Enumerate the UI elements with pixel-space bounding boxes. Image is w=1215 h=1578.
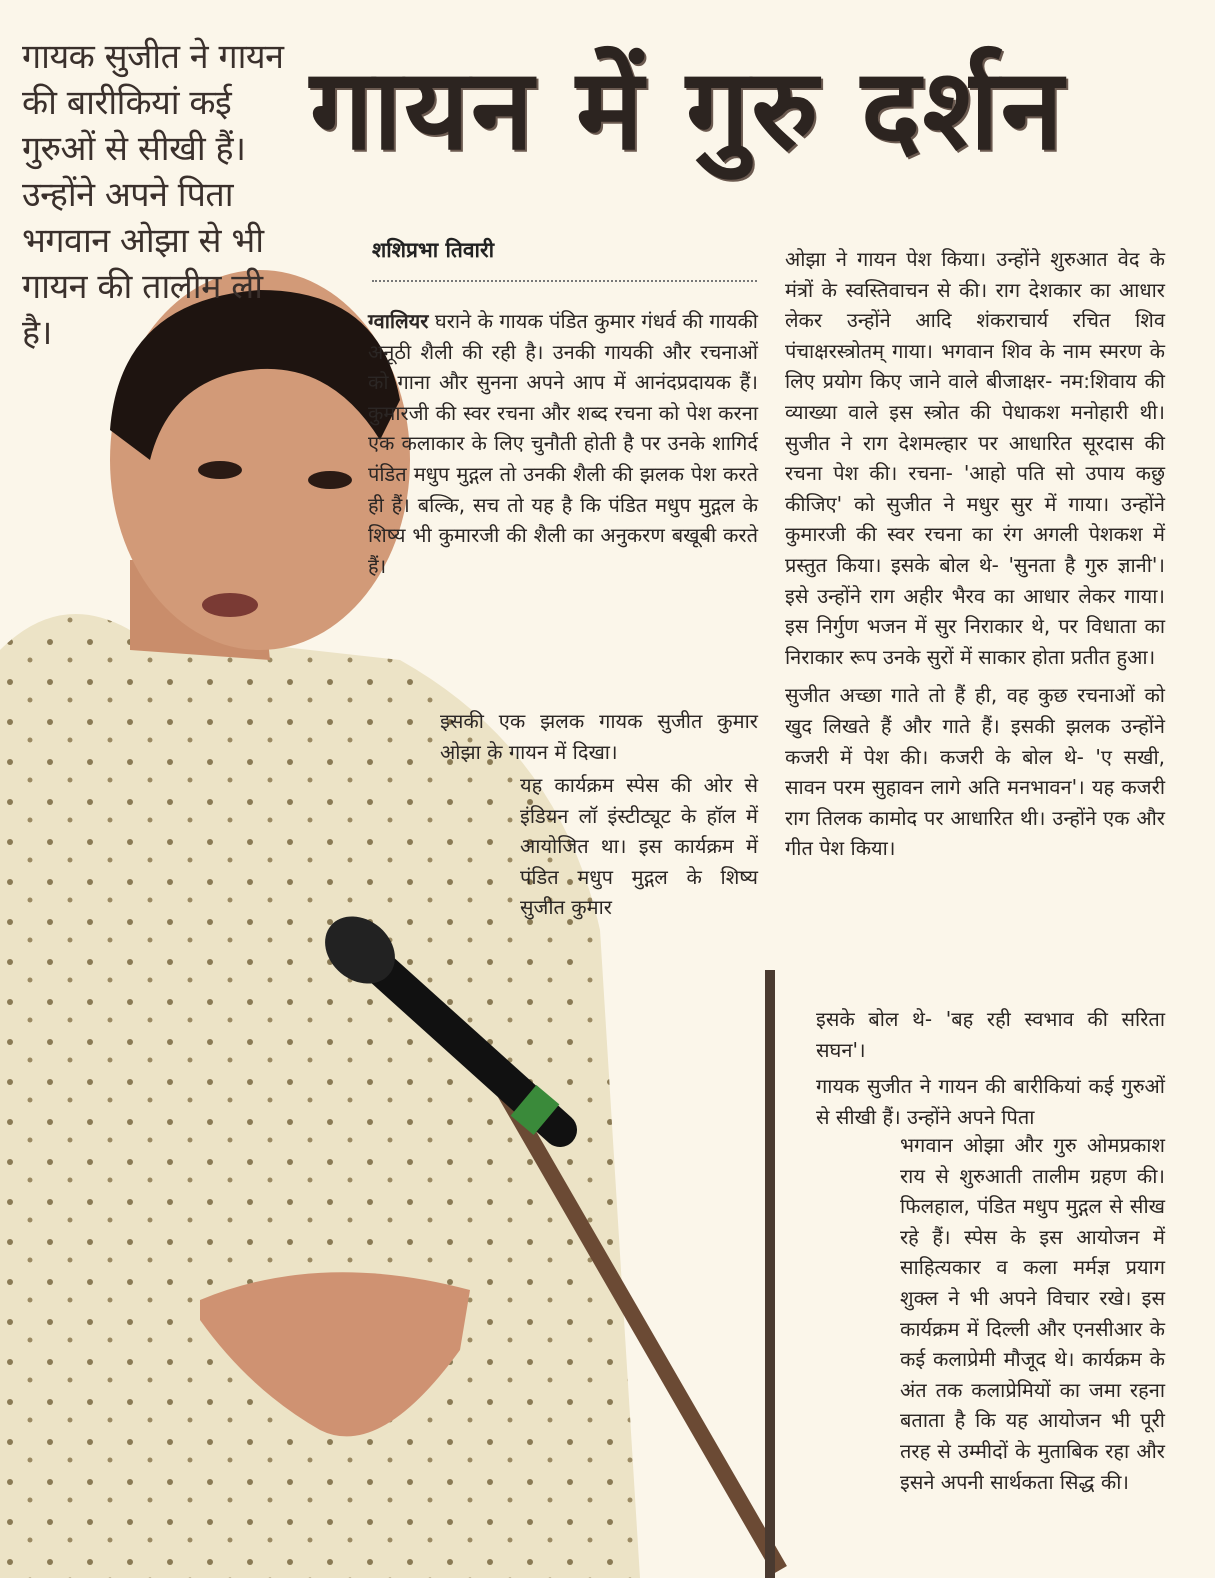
article-paragraph: सुजीत अच्छा गाते तो हैं ही, वह कुछ रचनाओं को खुद लिखते हैं और गाते हैं। इसकी झलक उन्होंने कजरी में पेश की। कजरी के बोल थे- 'ए सखी, सावन परम सुहावन लागे अति मनभावन'। यह कजरी राग तिलक कामोद पर आधारित थी। उन्होंने एक और गीत पेश किया।	[785, 683, 1165, 861]
article-paragraph: ओझा ने गायन पेश किया। उन्होंने शुरुआत वेद के मंत्रों के स्वस्तिवाचन से की। राग देशकार का आधार लेकर उन्होंने आदि शंकराचार्य रचित शिव पंचाक्षरस्त्रोतम् गाया। भगवान शिव के नाम स्मरण के लिए प्रयोग किए जाने वाले बीजाक्षर- नम:शिवाय की व्याख्या वाले इस स्त्रोत की पेधाकश मनोहारी थी। सुजीत ने राग देशमल्हार पर आधारित सूरदास की रचना पेश की। रचना- 'आहो पति सो उपाय कछु कीजिए' को सुजीत ने मधुर सुर में गाया। उन्होंने कुमारजी की स्वर रचना का रंग अगली पेशकश में प्रस्तुत किया। इसके बोल थे- 'सुनता है गुरु ज्ञानी'। इसे उन्होंने राग अहीर भैरव का आधार लेकर गाया। इस निर्गुण भजन में सुर निराकार थे, पर विधाता का निराकार रूप उनके सुरों में साकार होता प्रतीत हुआ।	[785, 247, 1165, 669]
article-paragraph: गायक सुजीत ने गायन की बारीकियां कई गुरुओं से सीखी हैं। उन्होंने अपने पिता	[816, 1074, 1165, 1129]
article-lead-text: घराने के गायक पंडित कुमार गंधर्व की गायकी अनूठी शैली की रही है। उनकी गायकी और रचनाओं को गाना और सुनना अपने आप में आनंदप्रदायक हैं। कुमारजी की स्वर रचना और शब्द रचना को पेश करना एक कलाकार के लिए चुनौती होती है पर उनके शागिर्द पंडित मधुप मुद्गल तो उनकी शैली की झलक पेश करते ही हैं। बल्कि, सच तो यह है कि पंडित मधुप मुद्गल के शिष्य भी कुमारजी की शैली का अनुकरण बखूबी करते हैं।	[368, 309, 758, 578]
headline: गायन में गुरु दर्शन	[310, 45, 1065, 175]
article-paragraph: यह कार्यक्रम स्पेस की ओर से इंडियन लॉ इंस्टीट्यूट के हॉल में आयोजित था। इस कार्यक्रम में पंडित मधुप मुद्गल के शिष्य सुजीत कुमार	[520, 773, 758, 920]
article-column-1	[368, 306, 758, 581]
article-column-1b	[440, 706, 758, 767]
article-paragraph	[368, 306, 758, 581]
article-paragraph: इसकी एक झलक गायक सुजीत कुमार ओझा के गायन में दिखा।	[440, 709, 758, 764]
article-column-2	[785, 244, 1165, 864]
byline-divider	[372, 280, 757, 282]
photo-caption: गायक सुजीत ने गायन की बारीकियां कई गुरुओं से सीखी हैं। उन्होंने अपने पिता भगवान ओझा से भी गायन की तालीम ली है।	[22, 37, 284, 353]
article-paragraph: इसके बोल थे- 'बह रही स्वभाव की सरिता सघन'।	[816, 1007, 1165, 1062]
article-column-2d	[900, 1130, 1165, 1497]
article-paragraph: भगवान ओझा और गुरु ओमप्रकाश राय से शुरुआती तालीम ग्रहण की। फिलहाल, पंडित मधुप मुद्गल से सीख रहे हैं। स्पेस के इस आयोजन में साहित्यकार व कला मर्मज्ञ प्रयाग शुक्ल ने भी अपने विचार रखे। इस कार्यक्रम में दिल्ली और एनसीआर के कई कलाप्रेमी मौजूद थे। कार्यक्रम के अंत तक कलाप्रेमियों का जमा रहना बताता है कि यह आयोजन भी पूरी तरह से उम्मीदों के मुताबिक रहा और इसने अपनी सार्थकता सिद्ध की।	[900, 1133, 1165, 1494]
article-lead-word: ग्वालियर	[368, 309, 429, 333]
article-column-2c	[816, 1004, 1165, 1132]
byline: शशिप्रभा तिवारी	[372, 238, 495, 262]
article-column-1c	[520, 770, 758, 923]
